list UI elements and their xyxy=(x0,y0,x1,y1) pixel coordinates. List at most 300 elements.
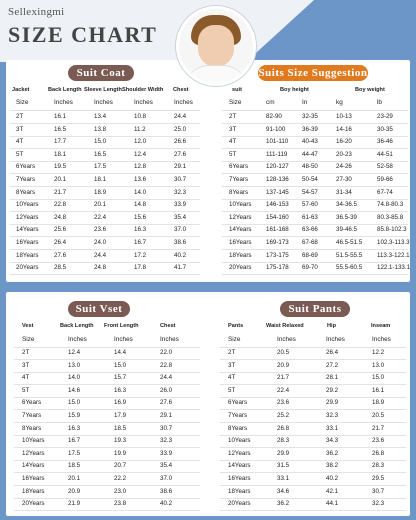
suits_size-cell: 67-68 xyxy=(302,239,318,246)
suit_coat-cell: 18.1 xyxy=(54,150,67,158)
suit_vest-cell: 16.3 xyxy=(114,386,127,394)
suit_coat-cell: 18Years xyxy=(16,251,39,259)
suit_coat-cell: 12.0 xyxy=(134,138,147,146)
suit_pants-cell: 28.1 xyxy=(326,374,339,382)
suit_pants-cell: 44.1 xyxy=(326,500,339,508)
row-divider xyxy=(222,161,408,162)
suits_size-header-0: suit xyxy=(232,87,242,93)
suit_pants-header-0: Pants xyxy=(228,323,244,329)
suit_coat-cell: 14.0 xyxy=(134,188,147,196)
suit_coat-header-1: Back Length xyxy=(48,87,82,93)
row-divider xyxy=(10,199,200,200)
row-divider xyxy=(10,186,200,187)
suit_pants-cell: 29.2 xyxy=(326,386,339,394)
suits_size-cell: 40-43 xyxy=(302,138,318,146)
suit_pants-unit-3: Inches xyxy=(372,336,391,343)
row-divider xyxy=(14,447,200,448)
suit_vest-cell: 4T xyxy=(22,374,30,382)
suit_pants-cell: 7Years xyxy=(228,412,248,419)
suits_size-cell: 101-110 xyxy=(266,138,289,146)
row-divider xyxy=(220,397,406,398)
suit_pants-cell: 29.9 xyxy=(277,449,290,457)
suit_pants-header-2: Hip xyxy=(327,323,337,329)
suit_coat-cell: 10Years xyxy=(16,201,39,209)
suit_coat-cell: 14Years xyxy=(16,226,39,234)
suit_pants-cell: 6Years xyxy=(228,399,248,407)
brand-name: Sellexingmi xyxy=(8,6,65,18)
suit_coat-cell: 38.6 xyxy=(174,239,187,246)
row-divider xyxy=(220,422,406,423)
suits_size-cell: 24-26 xyxy=(336,163,352,171)
suit_vest-header-2: Front Length xyxy=(104,323,139,329)
suit_pants-cell: 36.2 xyxy=(277,500,290,508)
suit_pants-cell: 14Years xyxy=(228,462,251,470)
suits_size-cell: 7Years xyxy=(229,176,249,183)
suits_size-cell: 52-58 xyxy=(377,163,393,171)
row-divider xyxy=(222,110,408,111)
suits_size-cell: 146-153 xyxy=(266,201,289,209)
suit_vest-cell: 22.8 xyxy=(160,361,173,369)
suits_size-cell: 10-13 xyxy=(336,113,352,120)
suit_pants-cell: 21.7 xyxy=(277,374,290,382)
suit_coat-cell: 24.0 xyxy=(94,239,107,246)
suit_coat-cell: 17.7 xyxy=(54,138,67,146)
row-divider xyxy=(14,510,200,511)
row-divider xyxy=(220,510,406,511)
row-divider xyxy=(14,384,200,385)
row-divider xyxy=(10,161,200,162)
suit_vest-cell: 5T xyxy=(22,386,30,394)
row-divider xyxy=(222,224,408,225)
suit_coat-cell: 26.6 xyxy=(174,138,187,146)
suit_vest-cell: 14.6 xyxy=(68,386,81,394)
row-divider xyxy=(220,485,406,486)
suit_vest-cell: 12Years xyxy=(22,449,45,457)
suit_vest-cell: 19.3 xyxy=(114,437,127,445)
suit_vest-cell: 38.6 xyxy=(160,487,173,495)
row-divider xyxy=(220,498,406,499)
suits_size-cell: 2T xyxy=(229,113,237,120)
suits_size-cell: 169-173 xyxy=(266,239,289,246)
row-divider xyxy=(14,460,200,461)
suit_pants-cell: 40.2 xyxy=(326,475,339,482)
row-divider xyxy=(14,359,200,360)
suit_coat-cell: 16.5 xyxy=(54,125,67,133)
suit_pants-unit-1: Inches xyxy=(277,336,296,343)
row-divider xyxy=(222,236,408,237)
suits_size-cell: 57-60 xyxy=(302,201,318,209)
suit_coat-cell: 20Years xyxy=(16,264,39,272)
suits_size-cell: 120-127 xyxy=(266,163,289,171)
suit_vest-cell: 14.0 xyxy=(68,374,81,382)
suit_vest-cell: 2T xyxy=(22,349,30,356)
suits_size-cell: 154-160 xyxy=(266,213,289,221)
suits_size-cell: 46.5-51.5 xyxy=(336,239,363,246)
row-divider xyxy=(222,274,408,275)
suits_size-cell: 10Years xyxy=(229,201,252,209)
suit_vest-cell: 10Years xyxy=(22,437,45,445)
suit_coat-cell: 2T xyxy=(16,113,24,120)
suit_pants-unit-0: Size xyxy=(228,336,241,343)
suit_vest-cell: 16.7 xyxy=(68,437,81,445)
suits_size-cell: 6Years xyxy=(229,163,249,171)
row-divider xyxy=(222,136,408,137)
suit_coat-cell: 18.1 xyxy=(94,176,107,183)
suit_pants-cell: 20.5 xyxy=(372,412,385,419)
suits_size-cell: 18Years xyxy=(229,251,252,259)
suit_vest-cell: 6Years xyxy=(22,399,42,407)
suit_vest-cell: 35.4 xyxy=(160,462,173,470)
suits_size-cell: 4T xyxy=(229,138,237,146)
suits_size-cell: 80.3-85.8 xyxy=(377,213,404,221)
suit_vest-cell: 14.4 xyxy=(114,349,127,356)
suit_coat-cell: 35.4 xyxy=(174,213,187,221)
suit-vest-label: Suit Vset xyxy=(68,301,130,317)
row-divider xyxy=(10,110,200,111)
suit_pants-cell: 27.2 xyxy=(326,361,339,369)
suit_coat-cell: 5T xyxy=(16,150,24,158)
row-divider xyxy=(222,249,408,250)
suit_coat-cell: 40.2 xyxy=(174,251,187,259)
suit_pants-cell: 16Years xyxy=(228,475,251,482)
suits_size-cell: 5T xyxy=(229,150,237,158)
suits_size-cell: 39-46.5 xyxy=(336,226,357,234)
suit_pants-cell: 18Years xyxy=(228,487,251,495)
suit_pants-cell: 20Years xyxy=(228,500,251,508)
row-divider xyxy=(220,409,406,410)
row-divider xyxy=(222,148,408,149)
suit_coat-unit-1: Inches xyxy=(54,99,73,106)
suit_vest-cell: 21.9 xyxy=(68,500,81,508)
suits_size-cell: 50-54 xyxy=(302,176,318,183)
suit_pants-cell: 33.1 xyxy=(277,475,290,482)
row-divider xyxy=(222,199,408,200)
suit_vest-cell: 17.5 xyxy=(68,449,81,457)
suit_coat-cell: 20.1 xyxy=(54,176,67,183)
suit_coat-cell: 41.7 xyxy=(174,264,187,272)
suits_size-cell: 111-119 xyxy=(266,150,288,158)
suits_size-unit-0: Size xyxy=(229,99,242,106)
row-divider xyxy=(10,136,200,137)
suit_vest-cell: 32.3 xyxy=(160,437,173,445)
suit_coat-cell: 17.8 xyxy=(134,264,147,272)
suit_vest-cell: 18.5 xyxy=(68,462,81,470)
suit_vest-cell: 3T xyxy=(22,361,30,369)
suit_vest-unit-3: Inches xyxy=(160,336,179,343)
suits_size-cell: 173-175 xyxy=(266,251,289,259)
suit_pants-cell: 18.9 xyxy=(372,399,385,407)
suits_size-cell: 30-35 xyxy=(377,125,393,133)
suits_size-cell: 74.8-80.3 xyxy=(377,201,404,209)
suit_vest-cell: 16Years xyxy=(22,475,45,482)
row-divider xyxy=(220,384,406,385)
suit_pants-cell: 28.3 xyxy=(277,437,290,445)
row-divider xyxy=(10,211,200,212)
suit_vest-unit-1: Inches xyxy=(68,336,87,343)
suit_vest-cell: 15.0 xyxy=(114,361,127,369)
suit_vest-cell: 18.5 xyxy=(114,424,127,432)
suits_size-cell: 68-69 xyxy=(302,251,318,259)
suit_vest-header-1: Back Length xyxy=(60,323,94,329)
suit_vest-cell: 30.7 xyxy=(160,424,173,432)
suits_size-unit-1: cm xyxy=(266,99,275,106)
suit_pants-cell: 26.8 xyxy=(372,449,385,457)
row-divider xyxy=(14,472,200,473)
suit_pants-cell: 32.3 xyxy=(326,412,339,419)
suits_size-unit-4: lb xyxy=(377,99,382,106)
suits_size-cell: 85.8-102.3 xyxy=(377,226,407,234)
suit_coat-cell: 11.2 xyxy=(134,125,146,133)
suit_coat-cell: 4T xyxy=(16,138,24,146)
suit_vest-cell: 15.7 xyxy=(114,374,127,382)
suit_pants-cell: 28.3 xyxy=(372,462,385,470)
suit_coat-cell: 13.4 xyxy=(94,113,107,120)
row-divider xyxy=(14,409,200,410)
suits_size-cell: 36-39 xyxy=(302,125,318,133)
suit_coat-cell: 12.8 xyxy=(134,163,147,171)
suit_vest-cell: 24.4 xyxy=(160,374,173,382)
suits_size-cell: 113.3-122.1 xyxy=(377,251,410,259)
suit_pants-cell: 38.2 xyxy=(326,462,339,470)
suit_coat-cell: 10.8 xyxy=(134,113,147,120)
suit_vest-unit-2: Inches xyxy=(114,336,133,343)
suits_size-cell: 44-51 xyxy=(377,150,393,158)
row-divider xyxy=(220,359,406,360)
suits-size-label: Suits Size Suggestion xyxy=(258,67,368,79)
row-divider xyxy=(220,347,406,348)
suits_size-cell: 12Years xyxy=(229,213,252,221)
row-divider xyxy=(222,211,408,212)
suit_vest-cell: 22.0 xyxy=(160,349,173,356)
suit_vest-header-0: Vest xyxy=(22,323,34,329)
suit_coat-cell: 12.4 xyxy=(134,150,147,158)
suit_coat-cell: 19.5 xyxy=(54,163,67,171)
row-divider xyxy=(10,274,200,275)
suit_pants-cell: 8Years xyxy=(228,424,248,432)
suit_vest-cell: 29.1 xyxy=(160,412,173,419)
suit_coat-cell: 20.1 xyxy=(94,201,107,209)
suit_coat-cell: 22.4 xyxy=(94,213,107,221)
suit_pants-unit-2: Inches xyxy=(326,336,345,343)
suits_size-cell: 16Years xyxy=(229,239,252,246)
row-divider xyxy=(10,123,200,124)
suit_pants-cell: 36.2 xyxy=(326,449,339,457)
suit_pants-cell: 12Years xyxy=(228,449,251,457)
suits_size-cell: 14Years xyxy=(229,226,252,234)
suit_pants-header-3: Inseam xyxy=(371,323,391,329)
suit_pants-cell: 10Years xyxy=(228,437,251,445)
suit_pants-cell: 29.5 xyxy=(372,475,385,482)
suit_vest-cell: 27.6 xyxy=(160,399,173,407)
suits_size-unit-2: In xyxy=(302,99,308,106)
suit-pants-label: Suit Pants xyxy=(280,301,350,317)
suit_pants-cell: 12.2 xyxy=(372,349,385,356)
suit_pants-cell: 20.5 xyxy=(277,349,290,356)
suit_vest-cell: 33.9 xyxy=(160,449,173,457)
suit_coat-unit-2: Inches xyxy=(94,99,113,106)
suit_vest-cell: 23.8 xyxy=(114,500,127,508)
suit_vest-cell: 13.0 xyxy=(68,361,81,369)
suit_vest-cell: 37.0 xyxy=(160,475,173,482)
suit_vest-cell: 16.9 xyxy=(114,399,127,407)
suit_pants-cell: 30.7 xyxy=(372,487,385,495)
row-divider xyxy=(220,372,406,373)
suits_size-cell: 67-74 xyxy=(377,188,393,196)
suit_pants-cell: 2T xyxy=(228,349,236,356)
suit_coat-cell: 13.6 xyxy=(134,176,147,183)
suit_coat-cell: 24.8 xyxy=(94,264,107,272)
suit_pants-cell: 15.0 xyxy=(372,374,385,382)
suit_vest-unit-0: Size xyxy=(22,336,35,343)
suit_vest-cell: 15.9 xyxy=(68,412,81,419)
suit_coat-cell: 27.6 xyxy=(174,150,187,158)
suit_vest-cell: 19.9 xyxy=(114,449,127,457)
suit_coat-header-2: Sleeve Length xyxy=(84,87,122,93)
suits_size-cell: 82-90 xyxy=(266,113,282,120)
suit_coat-cell: 32.3 xyxy=(174,188,187,196)
suit_coat-cell: 3T xyxy=(16,125,24,133)
suit_coat-cell: 21.7 xyxy=(54,188,67,196)
suit_coat-cell: 25.0 xyxy=(174,125,187,133)
suits_size-cell: 61-63 xyxy=(302,213,318,221)
suit_vest-cell: 16.3 xyxy=(68,424,81,432)
suits_size-cell: 137-145 xyxy=(266,188,289,196)
suit_coat-cell: 13.8 xyxy=(94,125,107,133)
page-title: SIZE CHART xyxy=(8,22,158,47)
suits_size-header-1: Boy height xyxy=(280,87,309,93)
suits_size-header-3: Boy weight xyxy=(355,87,385,93)
suit_coat-unit-4: Inches xyxy=(174,99,193,106)
suit_coat-cell: 23.6 xyxy=(94,226,107,234)
boy-portrait-icon xyxy=(176,6,256,86)
suit_coat-cell: 33.9 xyxy=(174,201,187,209)
suits_size-cell: 34-36.5 xyxy=(336,201,357,209)
suit_pants-cell: 23.6 xyxy=(372,437,385,445)
row-divider xyxy=(220,472,406,473)
suit_coat-cell: 14.8 xyxy=(134,201,147,209)
row-divider xyxy=(14,422,200,423)
suits_size-cell: 161-168 xyxy=(266,226,289,234)
suit_vest-header-3: Chest xyxy=(160,323,176,329)
suit_pants-cell: 23.6 xyxy=(277,399,290,407)
suit_coat-cell: 17.2 xyxy=(134,251,147,259)
row-divider xyxy=(10,148,200,149)
suit_coat-cell: 16.5 xyxy=(94,150,107,158)
suit_pants-cell: 21.7 xyxy=(372,424,385,432)
suit_coat-cell: 24.8 xyxy=(54,213,67,221)
suits_size-cell: 128-136 xyxy=(266,176,289,183)
suit_coat-cell: 24.4 xyxy=(94,251,107,259)
suits_size-cell: 32-35 xyxy=(302,113,318,120)
suit_vest-cell: 18Years xyxy=(22,487,45,495)
suit_coat-cell: 29.1 xyxy=(174,163,187,171)
suits_size-cell: 16-20 xyxy=(336,138,352,146)
suits_size-cell: 23-29 xyxy=(377,113,393,120)
suit_coat-cell: 7Years xyxy=(16,176,36,183)
suit_coat-cell: 15.0 xyxy=(94,138,107,146)
suit_pants-header-1: Waist Relaxed xyxy=(266,323,304,329)
suit_pants-cell: 32.3 xyxy=(372,500,385,508)
suit_coat-cell: 16.1 xyxy=(54,113,67,120)
suit_pants-cell: 4T xyxy=(228,374,236,382)
suit_coat-cell: 15.6 xyxy=(134,213,147,221)
suits_size-cell: 54-57 xyxy=(302,188,318,196)
row-divider xyxy=(222,173,408,174)
suits_size-cell: 14-16 xyxy=(336,125,352,133)
row-divider xyxy=(14,435,200,436)
suits_size-cell: 27-30 xyxy=(336,176,352,183)
suit_vest-cell: 26.0 xyxy=(160,386,173,394)
suits_size-cell: 20-23 xyxy=(336,150,352,158)
row-divider xyxy=(222,186,408,187)
suit_pants-cell: 13.0 xyxy=(372,361,385,369)
suit_pants-cell: 33.1 xyxy=(326,424,339,432)
suits_size-cell: 63-66 xyxy=(302,226,318,234)
suits_size-cell: 69-70 xyxy=(302,264,318,272)
suits_size-cell: 91-100 xyxy=(266,125,286,133)
row-divider xyxy=(14,485,200,486)
suits_size-cell: 8Years xyxy=(229,188,249,196)
row-divider xyxy=(14,372,200,373)
row-divider xyxy=(222,123,408,124)
suit_pants-cell: 42.1 xyxy=(326,487,339,495)
suit_coat-cell: 27.6 xyxy=(54,251,67,259)
suit_vest-cell: 15.0 xyxy=(68,399,81,407)
suit_vest-cell: 40.2 xyxy=(160,500,173,508)
suit_pants-cell: 34.6 xyxy=(277,487,290,495)
suits_size-cell: 3T xyxy=(229,125,237,133)
row-divider xyxy=(10,262,200,263)
row-divider xyxy=(14,347,200,348)
suit_pants-cell: 34.3 xyxy=(326,437,339,445)
suit_pants-cell: 26.4 xyxy=(326,349,339,356)
suits_size-cell: 102.3-113.3 xyxy=(377,239,410,246)
suit_coat-cell: 8Years xyxy=(16,188,36,196)
row-divider xyxy=(10,236,200,237)
suit_pants-cell: 16.1 xyxy=(372,386,385,394)
suits_size-cell: 48-50 xyxy=(302,163,318,171)
suits_size-cell: 31-34 xyxy=(336,188,352,196)
row-divider xyxy=(220,460,406,461)
suit_pants-cell: 20.9 xyxy=(277,361,290,369)
suit_pants-cell: 5T xyxy=(228,386,236,394)
suits_size-cell: 51.5-55.5 xyxy=(336,251,363,259)
suit_coat-cell: 25.6 xyxy=(54,226,67,234)
suit_vest-cell: 20.1 xyxy=(68,475,81,482)
suit_coat-cell: 16.3 xyxy=(134,226,147,234)
suit_coat-cell: 30.7 xyxy=(174,176,187,183)
suit_vest-cell: 17.9 xyxy=(114,412,127,419)
suit_coat-cell: 6Years xyxy=(16,163,36,171)
suits_size-cell: 55.5-60.5 xyxy=(336,264,363,272)
suits_size-cell: 175-178 xyxy=(266,264,289,272)
row-divider xyxy=(10,249,200,250)
suit_pants-cell: 3T xyxy=(228,361,236,369)
suit_coat-cell: 28.5 xyxy=(54,264,67,272)
suit_vest-cell: 20.9 xyxy=(68,487,81,495)
suits_size-cell: 36.5-39 xyxy=(336,213,357,221)
suits_size-cell: 44-47 xyxy=(302,150,318,158)
suit_vest-cell: 23.0 xyxy=(114,487,127,495)
suit-coat-label: Suit Coat xyxy=(68,65,134,81)
suit_coat-cell: 22.8 xyxy=(54,201,67,209)
suit_coat-cell: 16Years xyxy=(16,239,39,246)
suit_coat-cell: 18.9 xyxy=(94,188,107,196)
suit_coat-cell: 17.5 xyxy=(94,163,107,171)
row-divider xyxy=(14,498,200,499)
suits_size-cell: 122.1-133.1 xyxy=(377,264,411,272)
row-divider xyxy=(10,173,200,174)
